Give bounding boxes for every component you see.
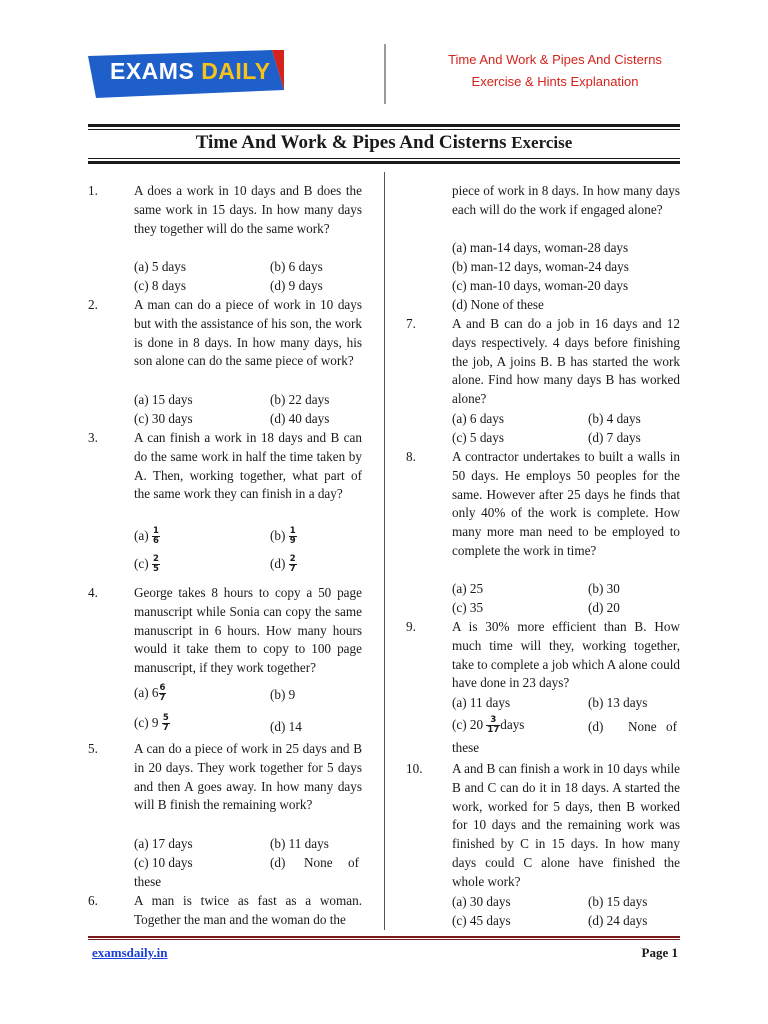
- question-text: A can finish a work in 18 days and B can do the same work in half the time taken by A. Then, working together, what part of the same work they can finish in a day?: [134, 430, 362, 502]
- option-b: (b) 6 days: [270, 259, 323, 274]
- option-d: [270, 555, 297, 574]
- option-d: (d) 40 days: [270, 411, 330, 426]
- question-text: A can do a piece of work in 25 days and B in 20 days. They work together for 5 days and then A goes away. In how many days will B finish the remaining work?: [134, 741, 362, 813]
- left-column: [88, 182, 368, 932]
- option-b: (b) 11 days: [270, 836, 329, 851]
- option-a: [134, 527, 160, 546]
- footer-rule-thick: [88, 936, 680, 938]
- fraction: [162, 714, 170, 733]
- footer-rule-thin: [88, 939, 680, 940]
- option-b: (b) 9: [270, 687, 296, 702]
- option-a: (a) 25: [452, 581, 484, 596]
- option-prefix: (a) 6: [134, 685, 159, 700]
- title-rule-top-thin: [88, 129, 680, 130]
- option-c: (c) 30 days: [134, 411, 193, 426]
- option-a: [134, 684, 166, 703]
- question-number: 4.: [88, 585, 98, 600]
- option-prefix: (c) 20: [452, 717, 484, 732]
- option-b: (b) 13 days: [588, 695, 648, 710]
- title-rule-top-thick: [88, 124, 680, 127]
- numerator: 5: [162, 713, 169, 724]
- question-number: 2.: [88, 297, 98, 312]
- question-number: 9.: [406, 619, 416, 634]
- title-rule-bottom-thick: [88, 161, 680, 164]
- question-number: 3.: [88, 430, 98, 445]
- option-a: (a) 30 days: [452, 894, 511, 909]
- column-divider: [384, 172, 385, 930]
- option-a: (a) 11 days: [452, 695, 511, 710]
- numerator: 2: [289, 554, 296, 565]
- denominator: 6: [152, 536, 159, 547]
- document-title: [88, 132, 680, 154]
- exams-daily-logo: [88, 50, 284, 98]
- option-c: (c) 5 days: [452, 430, 504, 445]
- option-d-label: (d): [588, 719, 604, 734]
- option-b: [270, 527, 297, 546]
- question-text-continued: piece of work in 8 days. In how many days each will do the work if engaged alone?: [452, 183, 680, 217]
- option-d: (d) 7 days: [588, 430, 641, 445]
- question-number: 1.: [88, 183, 98, 198]
- option-a: (a) 17 days: [134, 836, 193, 851]
- option-d-word1: None: [304, 855, 333, 870]
- question-text: A is 30% more efficient than B. How much time will they, working together, take to complete a job which A alone could have done in 23 days?: [452, 619, 680, 691]
- numerator: 1: [152, 526, 159, 537]
- option-a: (a) 15 days: [134, 392, 193, 407]
- question-text: A contractor undertakes to built a walls in 50 days. He employs 50 peoples for the same. However after 25 days he finds that only 40% of the work is complete. How many more man need to be employed to complete the work in time?: [452, 449, 680, 558]
- option-d-label: (d): [270, 855, 286, 870]
- option-prefix: (c): [134, 556, 149, 571]
- question-text: A man can do a piece of work in 10 days but with the assistance of his son, the work is done in 8 days. In how many days, his son alone can do the same piece of work?: [134, 297, 362, 369]
- header-divider: [384, 44, 386, 104]
- option-d: (d) 9 days: [270, 278, 323, 293]
- fraction: [289, 555, 297, 574]
- option-d-word2: of: [348, 855, 359, 870]
- option-prefix: (c) 9: [134, 715, 159, 730]
- option-c: (c) 8 days: [134, 278, 186, 293]
- option-d-word3: these: [452, 740, 480, 755]
- denominator: 7: [162, 723, 169, 734]
- option-c: (c) 45 days: [452, 913, 511, 928]
- option-suffix: days: [500, 717, 525, 732]
- option-c: (c) 10 days: [134, 855, 193, 870]
- fraction: [289, 527, 297, 546]
- option-d: (d) 24 days: [588, 913, 648, 928]
- denominator: 7: [159, 693, 166, 704]
- option-prefix: (a): [134, 528, 149, 543]
- numerator: 1: [289, 526, 296, 537]
- option-a: (a) man-14 days, woman-28 days: [452, 240, 629, 255]
- document-title-main: Time And Work & Pipes And Cisterns: [195, 132, 507, 153]
- denominator: 17: [487, 725, 500, 736]
- question-text: A does a work in 10 days and B does the same work in 15 days. In how many days they together will do the same work?: [134, 183, 362, 236]
- fraction: [159, 684, 167, 703]
- logo-exams: EXAMS: [110, 58, 195, 84]
- option-prefix: (d): [270, 556, 286, 571]
- option-d-word2: of: [666, 719, 677, 734]
- header-title-line1: Time And Work & Pipes And Cisterns: [448, 52, 662, 67]
- option-d: (d) 14: [270, 719, 302, 734]
- option-d: (d) None of these: [452, 297, 544, 312]
- right-column: [406, 182, 682, 932]
- logo-daily: DAILY: [201, 58, 271, 84]
- option-b: (b) 30: [588, 581, 620, 596]
- option-b: (b) 15 days: [588, 894, 648, 909]
- question-text: A and B can do a job in 16 days and 12 days respectively. 4 days before finishing the job, A joins B. B has started the work alone. Find how many days B has worked alone?: [452, 316, 680, 407]
- option-b: (b) 4 days: [588, 411, 641, 426]
- option-d-word3: these: [134, 874, 162, 889]
- question-text: A man is twice as fast as a woman. Together the man and the woman do the: [134, 893, 362, 927]
- page-number: Page 1: [641, 945, 678, 960]
- denominator: 5: [152, 564, 159, 575]
- option-c: [134, 714, 170, 733]
- question-text: A and B can finish a work in 10 days while B and C can do it in 18 days. A started the work, worked for 5 days, then B worked for 10 days and the remaining work was finished by C in 15 days. In how many days could C alone have finished the whole work?: [452, 761, 680, 889]
- question-number: 8.: [406, 449, 416, 464]
- option-c: [134, 555, 160, 574]
- question-number: 5.: [88, 741, 98, 756]
- question-number: 7.: [406, 316, 416, 331]
- option-prefix: (b): [270, 528, 286, 543]
- header-title-line2: Exercise & Hints Explanation: [471, 74, 639, 89]
- examsdaily-link[interactable]: examsdaily.in: [92, 945, 168, 960]
- option-c: (c) man-10 days, woman-20 days: [452, 278, 629, 293]
- option-b: (b) 22 days: [270, 392, 330, 407]
- denominator: 7: [289, 564, 296, 575]
- option-d: (d) 20: [588, 600, 620, 615]
- question-number: 10.: [406, 761, 423, 776]
- question-number: 6.: [88, 893, 98, 908]
- document-title-suffix: Exercise: [511, 133, 573, 152]
- option-d-word1: None: [628, 719, 657, 734]
- option-b: (b) man-12 days, woman-24 days: [452, 259, 629, 274]
- option-a: (a) 6 days: [452, 411, 504, 426]
- title-rule-bottom-thin: [88, 158, 680, 159]
- numerator: 3: [486, 716, 500, 726]
- numerator: 2: [152, 554, 159, 565]
- option-c: [452, 716, 524, 735]
- denominator: 9: [289, 536, 296, 547]
- option-c: (c) 35: [452, 600, 484, 615]
- logo-text: [110, 58, 271, 85]
- fraction: [152, 527, 160, 546]
- option-a: (a) 5 days: [134, 259, 186, 274]
- fraction: [152, 555, 160, 574]
- fraction: [486, 716, 500, 735]
- question-text: George takes 8 hours to copy a 50 page manuscript while Sonia can copy the same manuscript in 6 hours. How many hours would it take them to copy to 100 page manuscript, if they work together?: [134, 585, 362, 676]
- numerator: 6: [159, 683, 166, 694]
